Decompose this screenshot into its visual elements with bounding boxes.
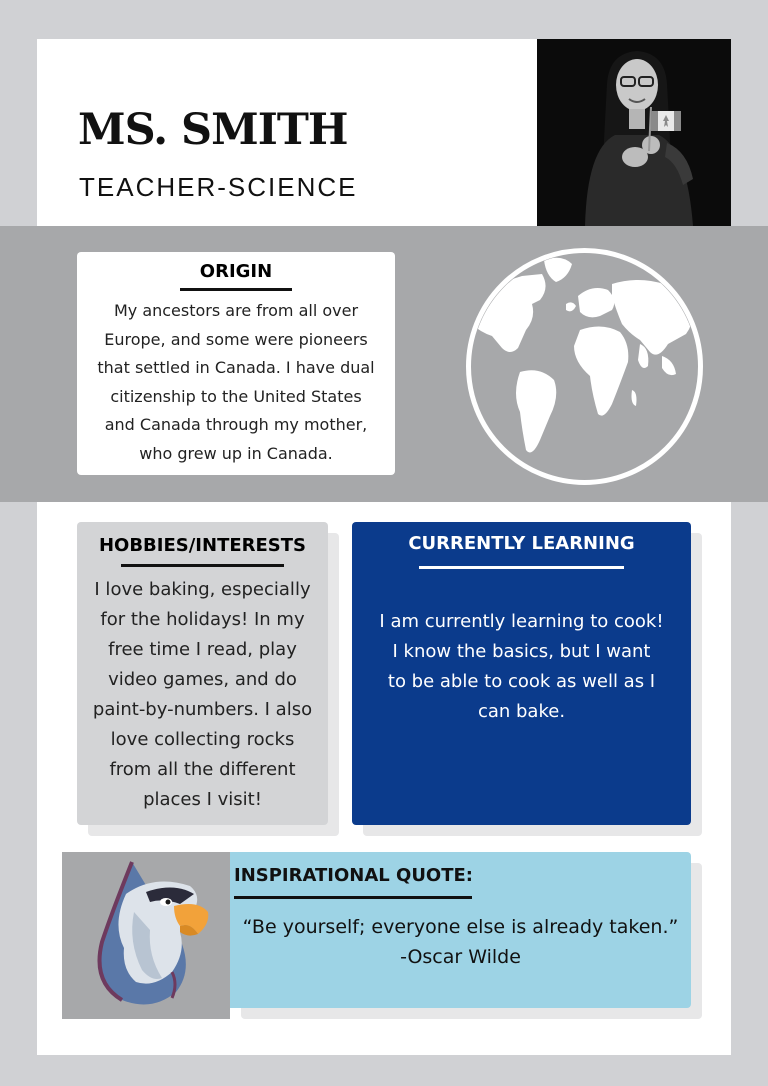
quote-author: -Oscar Wilde <box>400 946 521 968</box>
learning-line: I know the basics, but I want <box>392 641 651 662</box>
origin-line: citizenship to the United States <box>110 386 362 406</box>
learning-title-underline <box>419 566 624 569</box>
origin-text <box>77 297 395 468</box>
origin-line: Europe, and some were pioneers <box>104 329 368 349</box>
origin-line: who grew up in Canada. <box>139 443 333 463</box>
learning-line: to be able to cook as well as I <box>387 671 656 692</box>
quote-card <box>230 852 691 1008</box>
globe-icon <box>462 244 707 489</box>
hobbies-line: places I visit! <box>143 789 262 810</box>
origin-line: and Canada through my mother, <box>104 415 368 434</box>
hobbies-card <box>77 522 328 825</box>
learning-title: CURRENTLY LEARNING <box>408 533 635 554</box>
learning-text <box>352 607 691 727</box>
quote-title-underline <box>234 896 472 899</box>
hobbies-line: love collecting rocks <box>110 729 295 750</box>
teacher-role: TEACHER-SCIENCE <box>79 172 358 202</box>
hobbies-title-underline <box>121 564 284 567</box>
hobbies-line: video games, and do <box>108 669 297 690</box>
teacher-name: MS. SMITH <box>78 105 348 155</box>
hobbies-line: I love baking, especially <box>94 579 311 600</box>
origin-title-underline <box>180 288 292 291</box>
origin-card <box>77 252 395 475</box>
quote-block <box>230 912 691 972</box>
learning-card <box>352 522 691 825</box>
hobbies-line: from all the different <box>109 759 296 780</box>
origin-line: that settled in Canada. I have dual <box>97 358 375 377</box>
learning-line: can bake. <box>477 701 566 722</box>
hobbies-line: free time I read, play <box>108 639 297 660</box>
hobbies-text <box>77 575 328 815</box>
quote-text: “Be yourself; everyone else is already taken.” <box>242 916 679 938</box>
hobbies-title: HOBBIES/INTERESTS <box>98 535 307 556</box>
origin-title: ORIGIN <box>199 261 273 282</box>
origin-line: My ancestors are from all over <box>113 301 359 320</box>
hobbies-line: paint-by-numbers. I also <box>92 699 313 720</box>
eagle-mascot-icon <box>62 852 230 1019</box>
hobbies-line: for the holidays! In my <box>100 609 305 630</box>
mascot-panel <box>62 852 230 1019</box>
learning-line: I am currently learning to cook! <box>379 611 664 632</box>
teacher-portrait-icon <box>537 39 731 226</box>
quote-title: INSPIRATIONAL QUOTE: <box>234 865 474 886</box>
